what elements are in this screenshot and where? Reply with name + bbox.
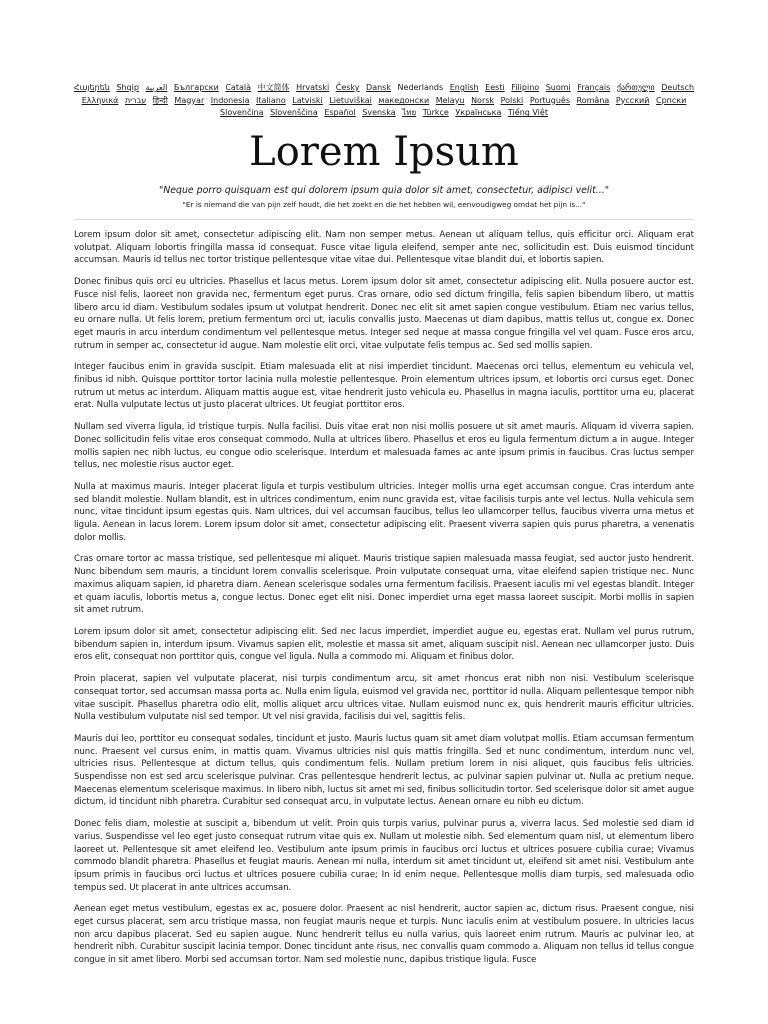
language-link[interactable]: ไทย bbox=[402, 108, 417, 118]
lorem-ipsum-text bbox=[74, 229, 694, 1019]
language-link[interactable]: Melayu bbox=[435, 95, 465, 105]
language-link[interactable]: Українська bbox=[455, 108, 502, 118]
language-link[interactable]: Pyccкий bbox=[615, 95, 650, 105]
language-link[interactable]: Svenska bbox=[362, 108, 396, 118]
language-link[interactable]: Latviski bbox=[292, 95, 323, 105]
language-link[interactable]: Lietuviškai bbox=[329, 95, 372, 105]
language-link[interactable]: Česky bbox=[335, 83, 360, 92]
language-link[interactable]: ქართული bbox=[616, 83, 655, 92]
language-link[interactable]: Eesti bbox=[485, 83, 505, 92]
language-link[interactable]: Româna bbox=[576, 95, 610, 105]
language-link[interactable]: Deutsch bbox=[661, 83, 695, 92]
language-link[interactable]: македонски bbox=[378, 95, 430, 105]
language-link[interactable]: Dansk bbox=[366, 83, 391, 92]
language-link[interactable]: Français bbox=[577, 83, 611, 92]
paragraph: Proin placerat, sapien vel vulputate placerat, nisi turpis condimentum arcu, sit amet rhoncus erat nibh non nisi. Vestibulum scelerisque consequat tortor, sed accumsan massa porta ac. Nulla enim ligula, euismod vel gravida nec, porttitor id nulla. Aliquam pellentesque tempor nibh vitae suscipit. Phasellus pharetra odio elit, mollis aliquet arcu ultrices vitae. Nullam euismod nunc ex, quis hendrerit mauris efficitur ultricies. Nulla vestibulum vulputate nisl sed tempor. Ut vel nisi gravida, facilisis dui vel, sagittis felis. bbox=[74, 674, 694, 723]
language-link[interactable]: English bbox=[449, 83, 479, 92]
paragraph: Integer faucibus enim in gravida suscipit. Etiam malesuada elit at nisi imperdiet tincidunt. Maecenas orci tellus, elementum eu vehicula vel, finibus id nibh. Quisque porttitor tortor lacinia nulla molestie pellentesque. Proin elementum ultrices ipsum, et lobortis orci cursus eget. Donec rutrum ut metus ac interdum. Aliquam mattis augue est, vitae hendrerit justo vehicula eu. Phasellus in magna iaculis, porttitor urna eu, placerat erat. Nulla vulputate lectus ut justo placerat ultrices. Ut feugiat porttitor eros. bbox=[74, 362, 694, 411]
language-link[interactable]: Shqip bbox=[116, 83, 139, 92]
language-link[interactable]: Italiano bbox=[256, 95, 286, 105]
paragraph: Nullam sed viverra ligula, id tristique turpis. Nulla facilisi. Duis vitae erat non nisi mollis posuere ut sit amet mauris. Aliquam id viverra sapien. Donec sollicitudin felis vitae eros consequat commodo. Nulla at ultrices libero. Phasellus et eros eu ligula fermentum dictum a in augue. Integer mollis sapien nec nibh luctus, eu congue odio scelerisque. Interdum et malesuada fames ac ante ipsum primis in faucibus. Cras luctus semper tellus, nec molestie risus auctor eget. bbox=[74, 422, 694, 471]
language-link[interactable]: Slovenščina bbox=[270, 108, 318, 118]
language-link[interactable]: Slovenčina bbox=[220, 108, 264, 118]
quote-translation: "Er is niemand die van pijn zelf houdt, die het zoekt en die het hebben wil, eenvoudigweg omdat het pijn is..." bbox=[182, 200, 586, 209]
paragraph: Donec felis diam, molestie at suscipit a, bibendum ut velit. Proin quis turpis varius, pulvinar purus a, viverra lacus. Sed molestie sed diam id varius. Suspendisse vel leo eget justo consequat rutrum vitae quis ex. Nullam ut molestie nibh. Sed elementum quam nisl, ut elementum libero laoreet ut. Pellentesque sit amet eleifend leo. Vestibulum ante ipsum primis in faucibus orci luctus et ultrices posuere cubilia curae; Vivamus commodo blandit pharetra. Phasellus et feugiat mauris. Aenean mi nulla, interdum sit amet tincidunt ut, eleifend sit amet nisi. Vestibulum ante ipsum primis in faucibus orci luctus et ultrices posuere cubilia curae; In id enim neque. Pellentesque mollis diam turpis, sed malesuada odio tempus sed. Ut placerat in ante ultrices accumsan. bbox=[74, 819, 694, 893]
paragraph: Mauris dui leo, porttitor eu consequat sodales, tincidunt et justo. Mauris luctus quam sit amet diam volutpat mollis. Etiam accumsan fermentum nunc. Praesent vel cursus enim, in mattis quam. Vivamus ultricies nisl quis mattis fringilla. Sed et nunc condimentum, interdum nunc vel, ultricies risus. Pellentesque at dictum tellus, quis condimentum felis. Nullam pretium lorem in nisi aliquet, quis faucibus felis ultricies. Suspendisse non est sed arcu scelerisque pulvinar. Cras pellentesque hendrerit lectus, ac pulvinar sapien pulvinar ut. Nulla ac pretium neque. Maecenas elementum scelerisque maximus. In libero nibh, luctus sit amet mi sed, finibus sollicitudin tortor. Sed scelerisque dolor sit amet augue dictum, id tincidunt nibh pharetra. Curabitur sed consequat arcu, in vulputate lectus. Aenean ornare eu nibh eu dictum. bbox=[74, 733, 694, 808]
language-link[interactable]: Magyar bbox=[174, 95, 205, 105]
language-link[interactable]: Nederlands bbox=[397, 83, 444, 92]
header-divider bbox=[74, 219, 694, 220]
paragraph: Donec finibus quis orci eu ultricies. Phasellus et lacus metus. Lorem ipsum dolor sit amet, consectetur adipiscing elit. Nulla posuere auctor est. Fusce nisl felis, laoreet non gravida nec, fermentum eget purus. Cras ornare, odio sed dictum fringilla, felis sapien bibendum libero, ut mattis libero arcu id diam. Vestibulum sodales ipsum ut volutpat hendrerit. Donec nec elit sit amet sapien congue vestibulum. Etiam nec varius tellus, eu ornare nulla. Ut felis lorem, pretium fermentum orci ut, iaculis convallis justo. Maecenas ut diam dapibus, mattis tellus ut, congue ex. Donec eget mauris in arcu interdum condimentum vel pellentesque metus. Integer sed neque at massa congue fringilla vel vel quam. Fusce eros arcu, rutrum in semper ac, consectetur id augue. Nam molestie elit orci, vitae vulputate felis tempus ac. Sed sed mollis sapien. bbox=[74, 277, 694, 351]
page-title: Lorem Ipsum bbox=[249, 129, 519, 175]
language-link[interactable]: 中文简体 bbox=[257, 83, 290, 92]
language-link[interactable]: Հայերեն bbox=[73, 83, 110, 92]
language-link[interactable]: Tiếng Việt bbox=[507, 108, 548, 118]
language-link[interactable]: Español bbox=[324, 108, 356, 118]
language-link[interactable]: Български bbox=[173, 83, 219, 92]
language-link[interactable]: עברית bbox=[125, 95, 147, 105]
paragraph: Lorem ipsum dolor sit amet, consectetur adipiscing elit. Nam non semper metus. Aenean ut aliquam tellus, quis efficitur orci. Aliquam erat volutpat. Aliquam lobortis fringilla massa id consequat. Fusce vitae ligula eleifend, semper ante nec, sollicitudin est. Duis euismod tincidunt accumsan. Mauris id tellus nec tortor tristique pellentesque vitae vitae dui. Pellentesque vitae blandit dui, et lobortis sapien. bbox=[74, 230, 694, 266]
language-link[interactable]: Српски bbox=[655, 95, 687, 105]
language-link[interactable]: Norsk bbox=[471, 95, 495, 105]
language-link[interactable]: Polski bbox=[500, 95, 524, 105]
language-link[interactable]: Indonesia bbox=[210, 95, 250, 105]
language-link[interactable]: Filipino bbox=[511, 83, 540, 92]
latin-quote: "Neque porro quisquam est qui dolorem ipsum quia dolor sit amet, consectetur, adipisci velit..." bbox=[158, 185, 610, 196]
language-link[interactable]: Hrvatski bbox=[296, 83, 330, 92]
paragraph: Nulla at maximus mauris. Integer placerat ligula et turpis vestibulum ultricies. Integer mollis urna eget accumsan congue. Cras interdum ante sed blandit molestie. Nullam blandit, est in ultrices condimentum, enim nunc gravida est, vitae facilisis turpis ante vel lectus. Nulla vehicula sem nunc, vitae tincidunt ipsum egestas quis. Nam ultrices, dui vel accumsan faucibus, tellus leo ullamcorper tellus, faucibus viverra urna metus et ligula. Aenean in lacus lorem. Lorem ipsum dolor sit amet, consectetur adipiscing elit. Praesent viverra sapien quis purus pharetra, a venenatis dolor mollis. bbox=[74, 481, 694, 543]
language-link[interactable]: Português bbox=[529, 95, 570, 105]
language-link[interactable]: हिन्दी bbox=[152, 95, 168, 105]
language-link[interactable]: Türkçe bbox=[422, 108, 449, 118]
paragraph: Aenean eget metus vestibulum, egestas ex ac, posuere dolor. Praesent ac nisl hendrerit, auctor sapien ac, dictum risus. Praesent congue, nisi eget cursus placerat, sem arcu tristique massa, non feugiat mauris neque et turpis. Nunc iaculis enim at vestibulum posuere. In ultricies lacus non arcu dapibus placerat. Sed eu sapien augue. Nunc hendrerit tellus eu nulla varius, quis laoreet enim rutrum. Mauris ac pulvinar leo, at hendrerit nibh. Curabitur suscipit lacinia tempor. Donec tincidunt ante risus, nec convallis quam commodo a. Aliquam non tellus id tellus congue congue in sit amet libero. Morbi sed accumsan tortor. Nam sed molestie nunc, dapibus tristique ligula. Fusce bbox=[74, 904, 694, 966]
paragraph: Cras ornare tortor ac massa tristique, sed pellentesque mi aliquet. Mauris tristique sapien malesuada massa feugiat, sed auctor justo hendrerit. Nunc bibendum sem mauris, a tincidunt lorem convallis scelerisque. Proin vulputate consequat urna, vitae eleifend sapien tristique nec. Nunc maximus aliquam sapien, id pharetra diam. Aenean scelerisque sodales urna fermentum facilisis. Praesent iaculis mi vel egestas blandit. Integer et quam iaculis, lobortis metus a, congue lectus. Donec eget elit nisi. Donec imperdiet urna eget massa laoreet suscipit. Morbi mollis in sapien sit amet rutrum. bbox=[74, 554, 694, 616]
language-link[interactable]: Català bbox=[225, 83, 251, 92]
paragraph: Lorem ipsum dolor sit amet, consectetur adipiscing elit. Sed nec lacus imperdiet, imperdiet augue eu, egestas erat. Nullam vel purus rutrum, bibendum sapien in, interdum ipsum. Vivamus sapien elit, molestie et massa sit amet, aliquam suscipit nisl. Aenean nec ullamcorper justo. Duis eros elit, consequat non porttitor quis, congue vel ligula. Nulla a commodo mi. Aliquam et finibus dolor. bbox=[74, 626, 694, 663]
language-link[interactable]: Ελληνικά bbox=[81, 95, 119, 105]
language-selector bbox=[70, 82, 698, 120]
language-link[interactable]: Suomi bbox=[545, 83, 571, 92]
language-link[interactable]: العربية bbox=[145, 83, 168, 92]
